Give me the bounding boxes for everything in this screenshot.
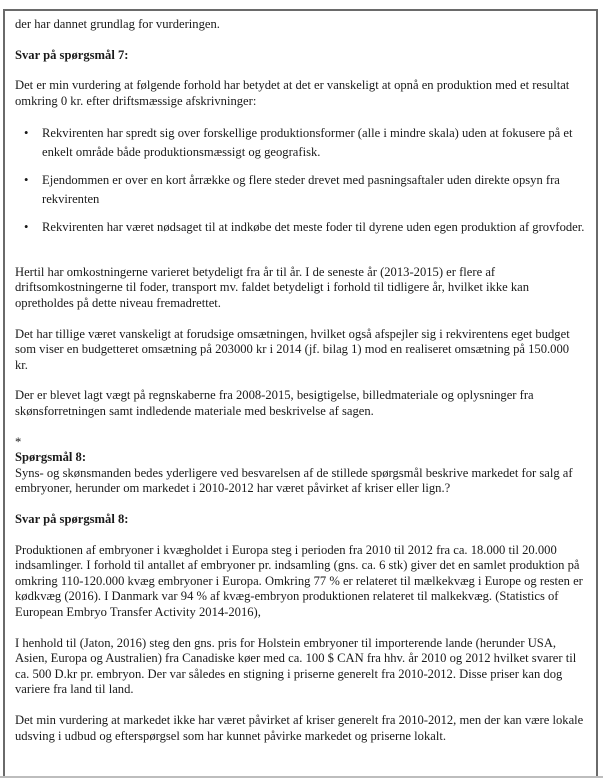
answer7-costs-paragraph: Hertil har omkostningerne varieret betydeligt fra år til år. I de seneste år (2013-2015) er flere af driftsomkostningerne til foder, transport mv. faldet betydeligt i forhold til tidligere år, hvilket ikke kan opretholdes på dette niveau fremadrettet. bbox=[15, 264, 530, 311]
answer7-basis-paragraph: Der er blevet lagt vægt på regnskaberne fra 2008-2015, besigtigelse, billedmateriale og oplysninger fra skønsforretningen samt indledende materiale med beskrivelse af sagen. bbox=[15, 388, 534, 419]
bullet-item bbox=[24, 124, 585, 161]
bullet-item bbox=[24, 171, 585, 208]
bullet-item bbox=[24, 218, 585, 237]
question8-text: Syns- og skønsmanden bedes yderligere ved besvarelsen af de stillede spørgsmål beskrive markedet for salg af embryoner, herunder om markedet i 2010-2012 har været påvirket af kriser eller lign.? bbox=[15, 465, 573, 496]
answer8-conclusion-paragraph: Det min vurdering at markedet ikke har været påvirket af kriser generelt fra 2010-2012, men der kan være lokale udsving i udbud og efterspørgsel som har kunnet påvirke markedet og priserne lokalt. bbox=[15, 712, 584, 743]
document-page bbox=[3, 9, 598, 778]
bullet-item-text: Rekvirenten har spredt sig over forskellige produktionsformer (alle i mindre skala) uden at fokusere på et enkelt område både produktionsmæssigt og geografisk. bbox=[42, 126, 573, 159]
answer8-prices-paragraph: I henhold til (Jaton, 2016) steg den gns. pris for Holstein embryoner til importerende lande (herunder USA, Asien, Europa og Australien) fra Canadiske køer med ca. 100 $ CAN fra hhv. år 2010 og 2012 hvilket svarer til ca. 500 D.kr pr. embryon. Der var således en stigning i priserne generelt fra 2010-2012. Disse priser kan dog variere fra land til land. bbox=[15, 635, 577, 697]
bullet-icon: • bbox=[24, 220, 29, 235]
intro-continuation-line: der har dannet grundlag for vurderingen. bbox=[15, 17, 220, 31]
bullet-item-text: Rekvirenten har været nødsaget til at indkøbe det meste foder til dyrene uden egen produktion af grovfoder. bbox=[42, 220, 585, 235]
document-content bbox=[5, 11, 596, 744]
question8-heading: Spørgsmål 8: bbox=[15, 450, 87, 465]
answer7-bullet-list bbox=[15, 124, 585, 237]
separator-asterisk: * bbox=[15, 434, 22, 449]
answer7-budget-paragraph: Det har tillige været vanskeligt at forudsige omsætningen, hvilket også afspejler sig i rekvirentens eget budget som viser en budgetteret omsætning på 203000 kr i 2014 (jf. bilag 1) mod en realiseret omsætning på 150.000 kr. bbox=[15, 326, 570, 372]
answer8-heading: Svar på spørgsmål 8: bbox=[15, 512, 129, 526]
answer7-lead-paragraph: Det er min vurdering at følgende forhold har betydet at det er vanskeligt at opnå en produktion med et resultat omkring 0 kr. efter driftsmæssige afskrivninger: bbox=[15, 78, 570, 108]
bullet-item-text: Ejendommen er over en kort årrække og flere steder drevet med pasningsaftaler uden direkte opsyn fra rekvirenten bbox=[42, 173, 560, 206]
bullet-icon: • bbox=[24, 126, 29, 141]
answer8-production-paragraph: Produktionen af embryoner i kvægholdet i Europa steg i perioden fra 2010 til 2012 fra ca. 18.000 til 20.000 indsamlinger. I forhold til antallet af embryoner pr. indsamling (gns. ca. 6 stk) giver det en samlet produktion på omkring 110-120.000 kvæg embryoner i Europa. Omkring 77 % er relateret til mælkekvæg i Europe og resten er kødkvæg (2016). I Danmark var 94 % af kvæg-embryon produktionen relateret til malkekvæg. (Statistics of European Embryo Transfer Activity 2014-2016), bbox=[15, 542, 583, 619]
bullet-icon: • bbox=[24, 173, 29, 188]
answer7-heading: Svar på spørgsmål 7: bbox=[15, 47, 129, 62]
